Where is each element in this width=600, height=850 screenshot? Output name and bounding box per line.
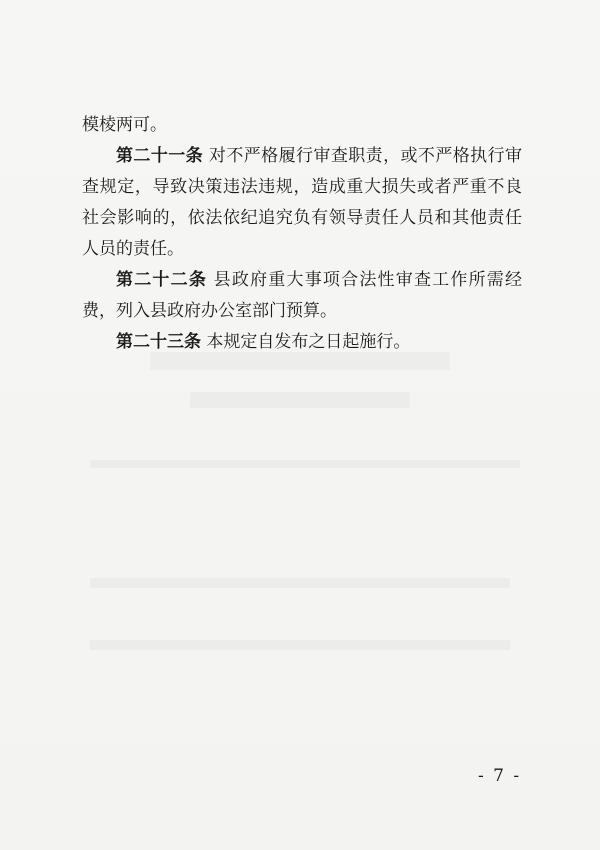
document-body [82, 110, 522, 358]
article-number: 第二十一条 [116, 146, 204, 166]
paragraph-text: 对不严格履行审查职责，或不严格执行审查规定，导致决策违法违规，造成重大损失或者严重不良社会影响的，依法依纪追究负有领导责任人员和其他责任人员的责任。 [82, 146, 523, 259]
article-number: 第二十二条 [116, 270, 208, 290]
page-number: - 7 - [478, 766, 522, 786]
paragraph-article-22 [82, 265, 522, 327]
article-number: 第二十三条 [116, 332, 201, 352]
paragraph-text: 模棱两可。 [82, 115, 167, 135]
show-through-mark [90, 460, 520, 468]
paragraph-article-23 [82, 327, 522, 358]
paragraph-text: 本规定自发布之日起施行。 [206, 332, 411, 352]
paragraph-continuation [82, 110, 522, 141]
show-through-mark [90, 640, 510, 650]
show-through-mark [90, 578, 510, 588]
paragraph-text: 县政府重大事项合法性审查工作所需经费，列入县政府办公室部门预算。 [82, 270, 523, 321]
paragraph-article-21 [82, 141, 522, 265]
show-through-mark [190, 392, 410, 408]
